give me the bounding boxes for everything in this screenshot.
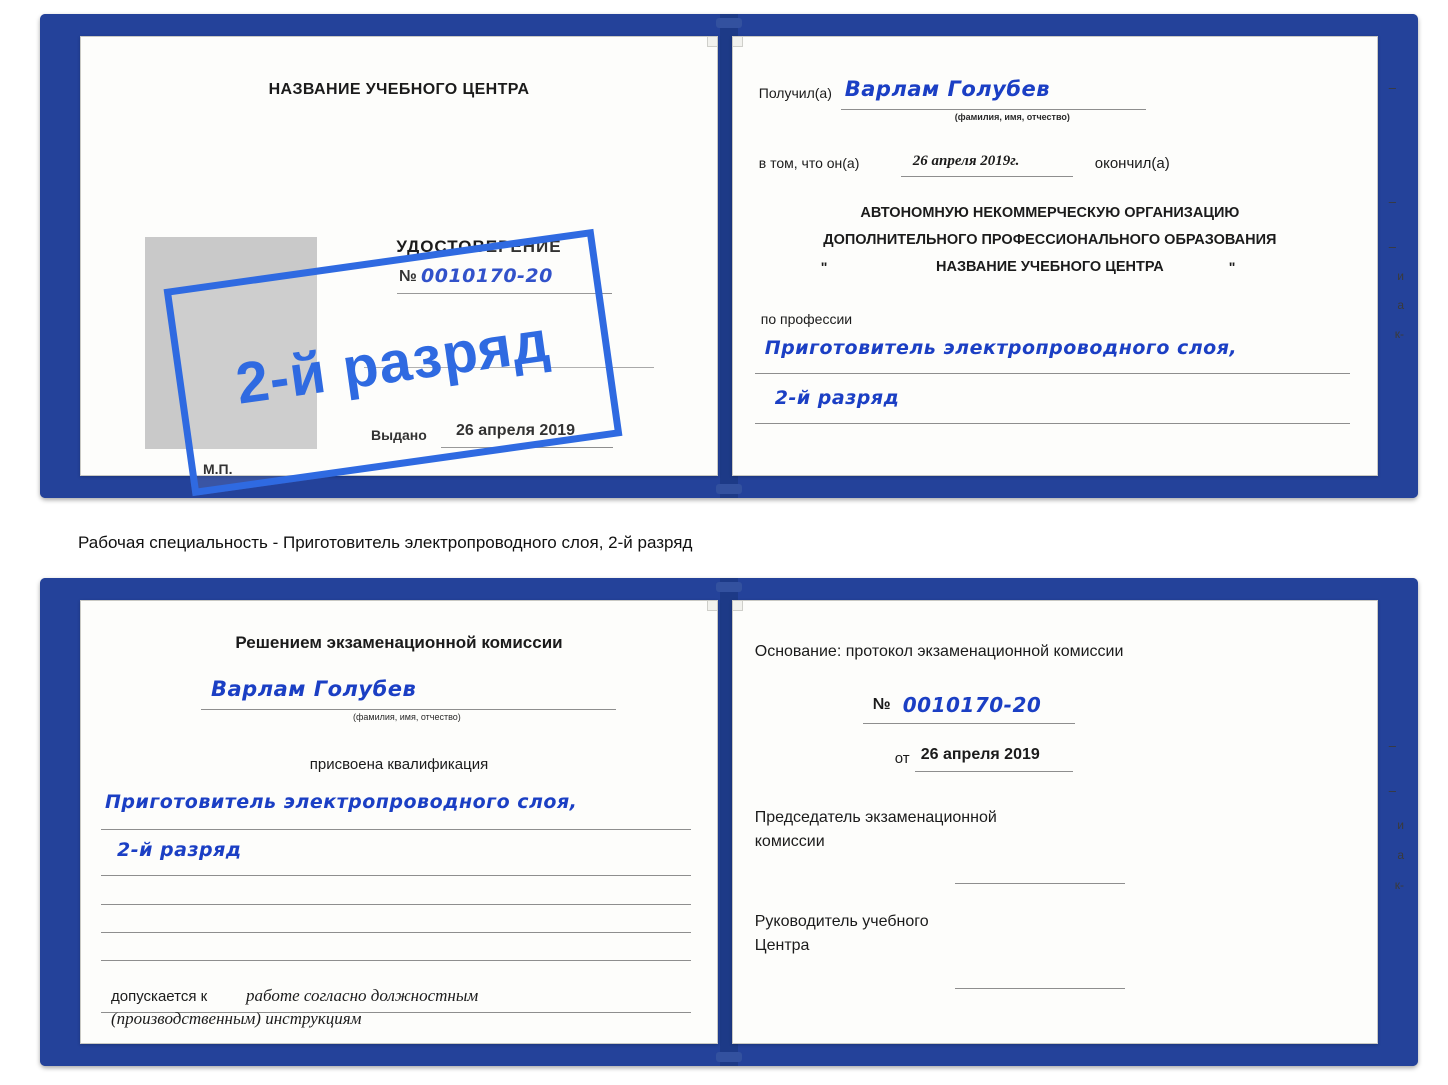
chairman-signature-line	[955, 883, 1125, 884]
page-corner-mark	[707, 36, 718, 47]
holder-name: Варлам Голубев	[211, 677, 417, 701]
received-name: Варлам Голубев	[844, 77, 1051, 101]
protocol-number-underline	[863, 723, 1075, 724]
rank-watermark-text: 2-й разряд	[232, 308, 554, 417]
qualification-rank: 2-й разряд	[117, 839, 242, 861]
from-date: 26 апреля 2019	[920, 746, 1040, 763]
certificate-bottom-left-page	[80, 600, 718, 1044]
blank-line-b	[101, 932, 691, 933]
head-label-line-2: Центра	[754, 937, 810, 954]
edge-ghost-2: к-	[1394, 327, 1404, 341]
edge-dash-2: –	[1388, 783, 1396, 798]
edge-dash-3: –	[1388, 80, 1396, 95]
blank-line-c	[101, 960, 691, 961]
edge-dash-1: –	[1388, 194, 1396, 209]
profession-underline-2	[755, 423, 1350, 424]
organization-line-2: ДОПОЛНИТЕЛЬНОГО ПРОФЕССИОНАЛЬНОГО ОБРАЗОВАНИЯ	[823, 232, 1277, 248]
holder-name-underline	[201, 709, 616, 710]
head-signature-line	[955, 988, 1125, 989]
page-corner-mark	[732, 600, 743, 611]
received-underline	[841, 109, 1146, 110]
number-symbol: №	[399, 268, 417, 285]
chairman-label-line-2: комиссии	[754, 833, 825, 850]
document-title: УДОСТОВЕРЕНИЕ	[396, 237, 562, 256]
profession-rank: 2-й разряд	[774, 387, 900, 409]
training-center-name: НАЗВАНИЕ УЧЕБНОГО ЦЕНТРА	[268, 81, 530, 98]
qualification-underline-1	[101, 829, 691, 830]
head-label-line-1: Руководитель учебного	[754, 913, 929, 930]
seal-label: М.П.	[203, 461, 233, 476]
certificate-top-right-page	[732, 36, 1378, 476]
edge-ghost-0: и	[1397, 818, 1404, 832]
fio-hint: (фамилия, имя, отчество)	[954, 112, 1070, 122]
qualification-underline-2	[101, 875, 691, 876]
edge-dash-1: –	[1388, 738, 1396, 753]
allowed-value-line-2: (производственным) инструкциям	[111, 1009, 362, 1028]
chairman-label-line-1: Председатель экзаменационной	[754, 809, 997, 826]
edge-ghost-1: а	[1397, 848, 1404, 862]
organization-quote-open: "	[820, 259, 828, 275]
from-date-underline	[915, 771, 1073, 772]
that-he-label: в том, что он(а)	[758, 155, 860, 171]
edge-ghost-1: а	[1397, 298, 1404, 312]
commission-decision-heading: Решением экзаменационной комиссии	[235, 633, 563, 652]
qualification-label: присвоена квалификация	[309, 756, 489, 773]
edge-dash-2: –	[1388, 239, 1396, 254]
organization-line-3: НАЗВАНИЕ УЧЕБНОГО ЦЕНТРА	[936, 259, 1164, 275]
profession-underline-1	[755, 373, 1350, 374]
profession-value: Приготовитель электропроводного слоя,	[764, 337, 1238, 359]
certificate-bottom	[40, 578, 1418, 1066]
page-caption: Рабочая специальность - Приготовитель электропроводного слоя, 2-й разряд	[78, 533, 693, 552]
issued-label: Выдано	[371, 427, 427, 443]
page-corner-mark	[732, 36, 743, 47]
received-label: Получил(а)	[758, 85, 832, 101]
issued-date: 26 апреля 2019	[456, 422, 576, 439]
finished-label: окончил(а)	[1094, 155, 1170, 172]
page-corner-mark	[707, 600, 718, 611]
certificate-number: 0010170-20	[421, 265, 553, 287]
edge-ghost-0: и	[1397, 269, 1404, 283]
qualification-value: Приготовитель электропроводного слоя,	[105, 791, 578, 813]
edge-ghost-2: к-	[1394, 878, 1404, 892]
protocol-number-symbol: №	[872, 696, 891, 713]
organization-line-1: АВТОНОМНУЮ НЕКОММЕРЧЕСКУЮ ОРГАНИЗАЦИЮ	[860, 205, 1240, 221]
finish-date: 26 апреля 2019г.	[912, 153, 1020, 169]
finish-date-underline	[901, 176, 1073, 177]
blank-line-a	[101, 904, 691, 905]
from-label: от	[894, 750, 910, 767]
fio-hint: (фамилия, имя, отчество)	[353, 712, 461, 722]
certificate-bottom-right-page	[732, 600, 1378, 1044]
allowed-label: допускается к	[111, 988, 208, 1005]
basis-label: Основание: протокол экзаменационной комиссии	[754, 643, 1124, 660]
protocol-number: 0010170-20	[902, 693, 1042, 717]
allowed-value-line-1: работе согласно должностным	[246, 986, 479, 1005]
profession-label: по профессии	[760, 311, 853, 327]
organization-quote-close: "	[1228, 259, 1236, 275]
